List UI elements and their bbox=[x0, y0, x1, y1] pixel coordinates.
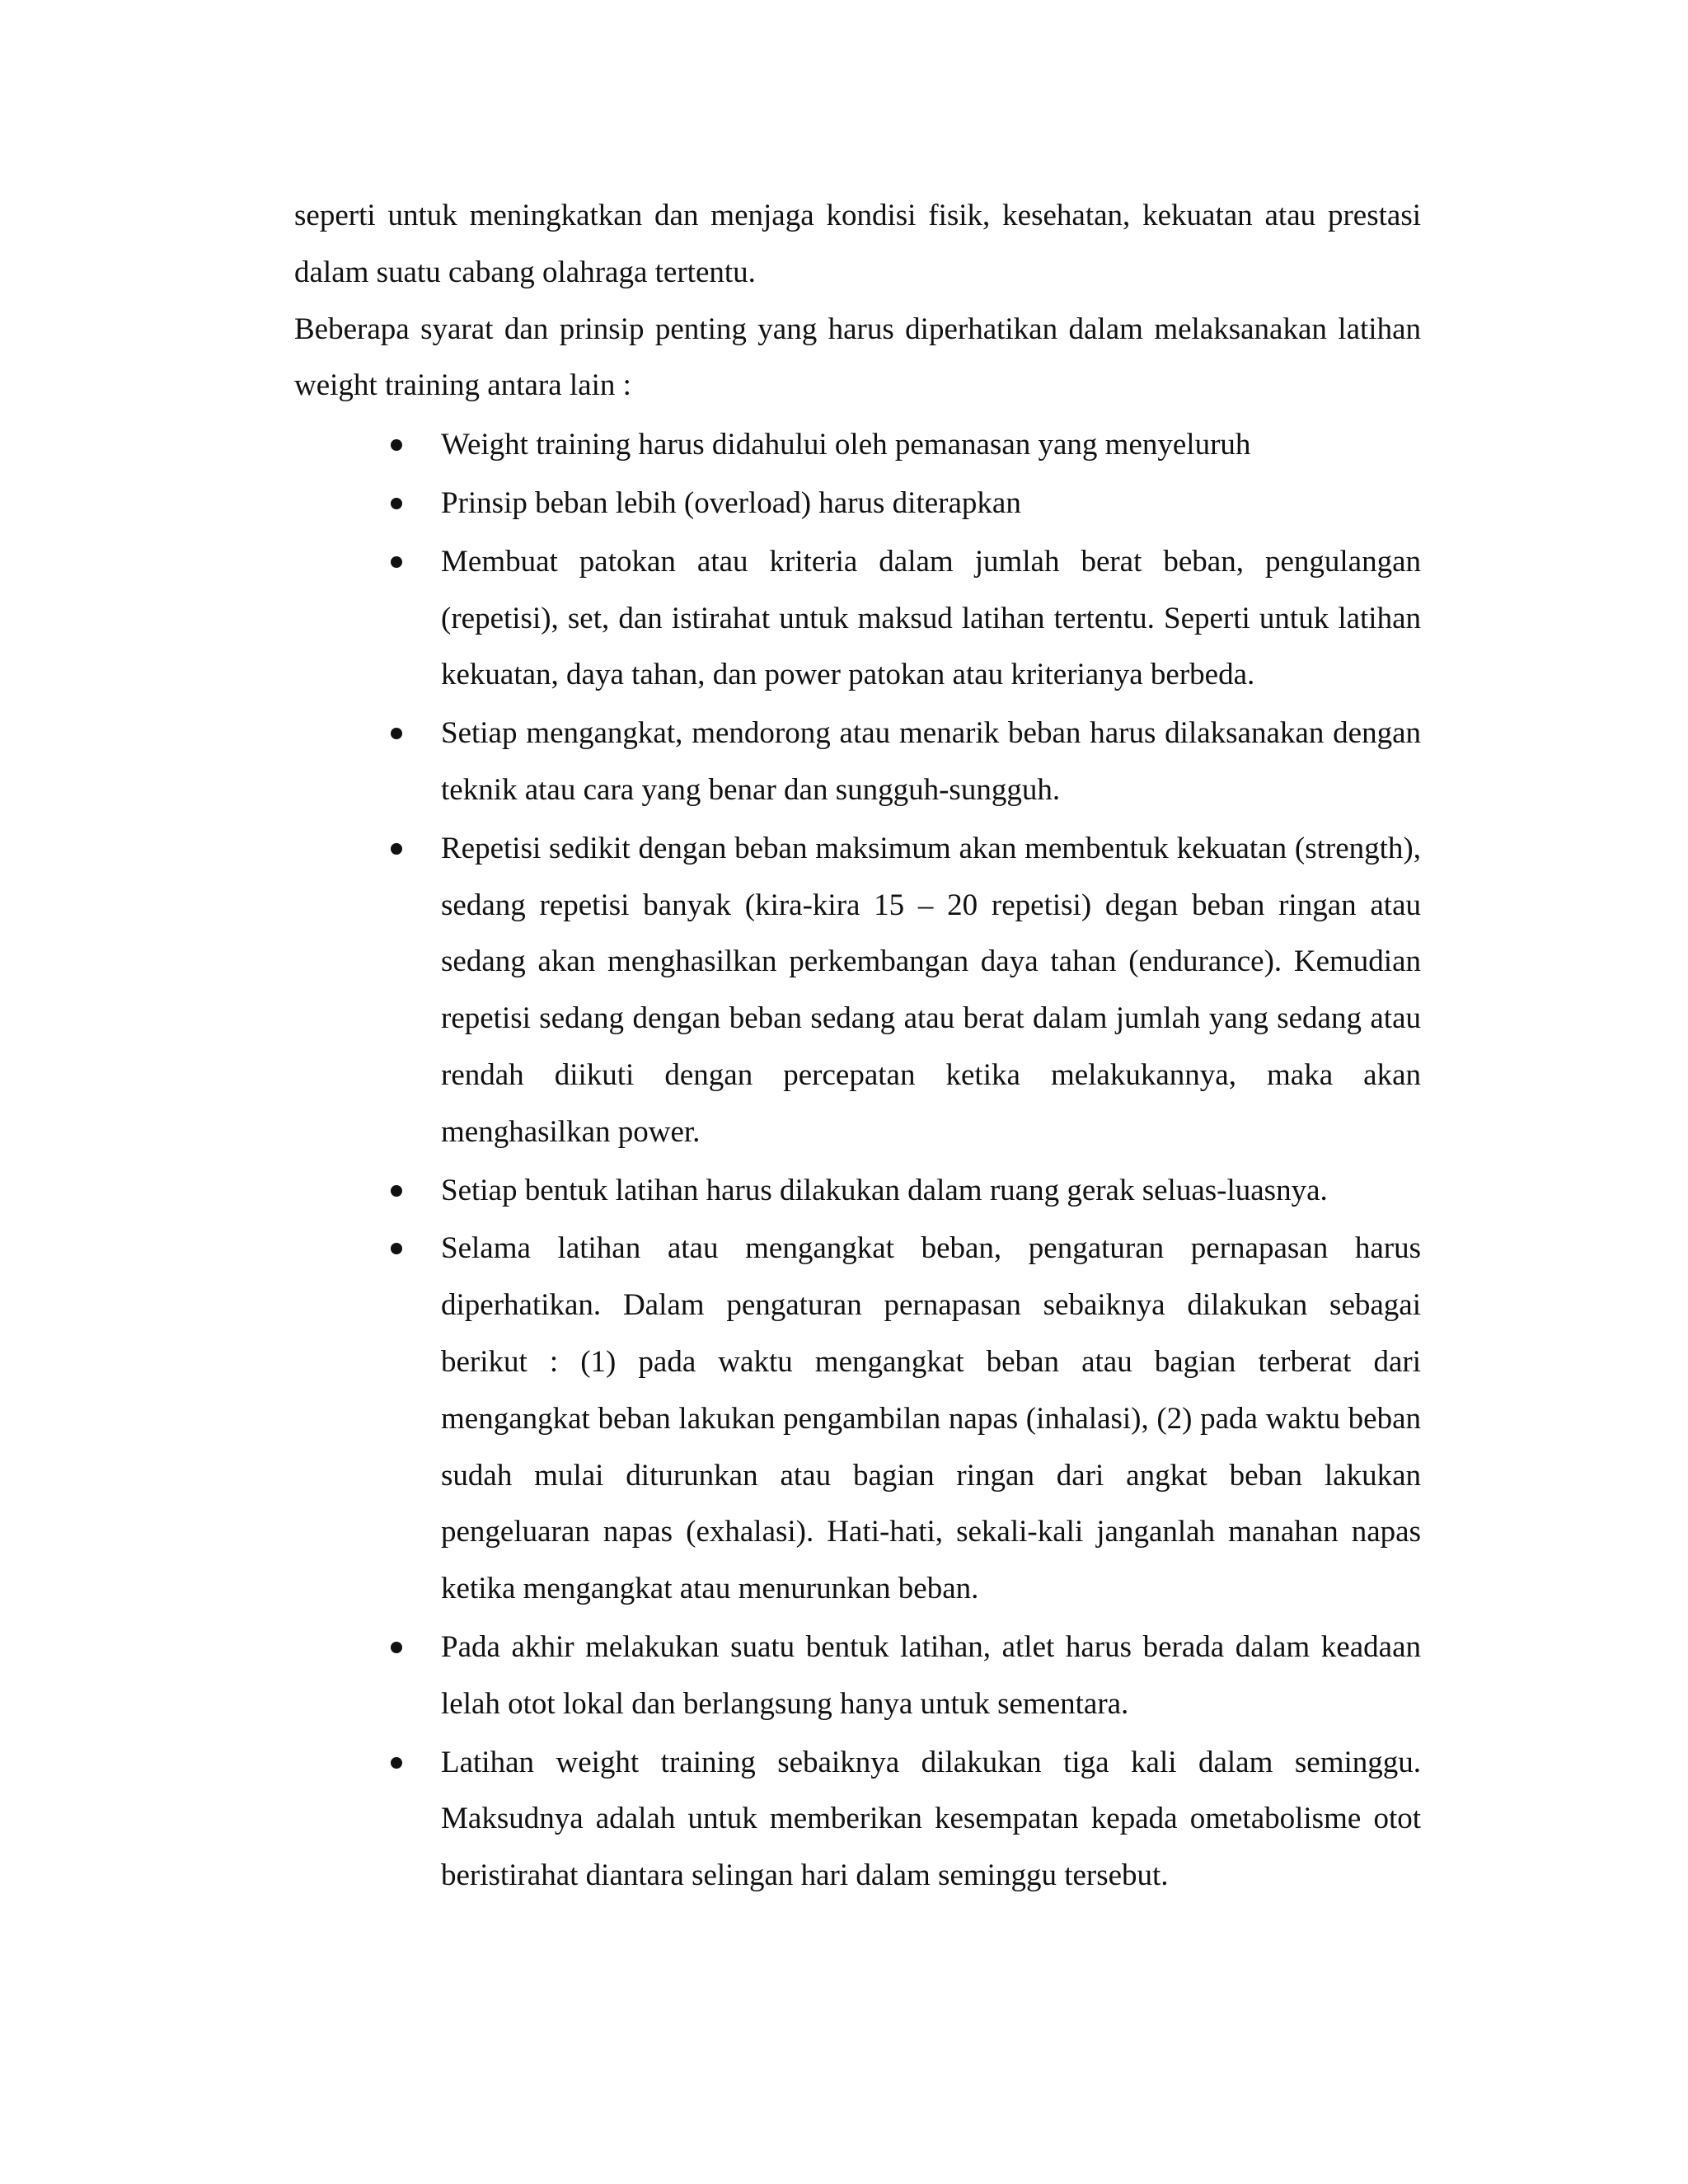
bullet-icon bbox=[391, 439, 402, 451]
bullet-icon bbox=[391, 1642, 402, 1653]
list-item-text: Prinsip beban lebih (overload) harus diterapkan bbox=[441, 485, 1021, 520]
list-item-text: Membuat patokan atau kriteria dalam jumlah berat beban, pengulangan (repetisi), set, dan istirahat untuk maksud latihan tertentu. Seperti untuk latihan kekuatan, daya tahan, dan power patokan atau kriterianya berbeda. bbox=[441, 544, 1421, 692]
list-item bbox=[294, 1221, 1421, 1618]
bullet-icon bbox=[391, 1243, 402, 1254]
list-item bbox=[294, 1163, 1421, 1220]
list-item-text: Pada akhir melakukan suatu bentuk latihan, atlet harus berada dalam keadaan lelah otot lokal dan berlangsung hanya untuk sementara. bbox=[441, 1629, 1421, 1721]
document-body bbox=[294, 188, 1421, 1906]
list-item-text: Weight training harus didahului oleh pemanasan yang menyeluruh bbox=[441, 428, 1251, 462]
list-item bbox=[294, 1619, 1421, 1733]
list-item bbox=[294, 705, 1421, 819]
list-item bbox=[294, 821, 1421, 1161]
principles-list bbox=[294, 417, 1421, 1905]
bullet-icon bbox=[391, 1185, 402, 1197]
list-item bbox=[294, 534, 1421, 704]
bullet-icon bbox=[391, 556, 402, 568]
list-item-text: Latihan weight training sebaiknya dilakukan tiga kali dalam seminggu. Maksudnya adalah untuk memberikan kesempatan kepada ometabolisme otot beristirahat diantara selingan hari dalam seminggu tersebut. bbox=[441, 1745, 1421, 1893]
list-item bbox=[294, 1735, 1421, 1905]
list-item-text: Setiap bentuk latihan harus dilakukan dalam ruang gerak seluas-luasnya. bbox=[441, 1173, 1328, 1207]
bullet-icon bbox=[391, 498, 402, 509]
list-item-text: Setiap mengangkat, mendorong atau menarik beban harus dilaksanakan dengan teknik atau cara yang benar dan sungguh-sungguh. bbox=[441, 716, 1421, 807]
bullet-icon bbox=[391, 843, 402, 855]
bullet-icon bbox=[391, 728, 402, 739]
list-item bbox=[294, 417, 1421, 474]
list-item bbox=[294, 476, 1421, 532]
intro-paragraph: seperti untuk meningkatkan dan menjaga kondisi fisik, kesehatan, kekuatan atau prestasi dalam suatu cabang olahraga tertentu. bbox=[294, 199, 1421, 289]
bullet-icon bbox=[391, 1757, 402, 1769]
requirements-intro-paragraph: Beberapa syarat dan prinsip penting yang harus diperhatikan dalam melaksanakan latihan weight training antara lain : bbox=[294, 312, 1421, 403]
list-item-text: Selama latihan atau mengangkat beban, pengaturan pernapasan harus diperhatikan. Dalam pengaturan pernapasan sebaiknya dilakukan sebagai berikut : (1) pada waktu mengangkat beban atau bagian terberat dari mengangkat beban lakukan pengambilan napas (inhalasi), (2) pada waktu beban sudah mulai diturunkan atau bagian ringan dari angkat beban lakukan pengeluaran napas (exhalasi). Hati-hati, sekali-kali janganlah manahan napas ketika mengangkat atau menurunkan beban. bbox=[441, 1231, 1421, 1606]
list-item-text: Repetisi sedikit dengan beban maksimum akan membentuk kekuatan (strength), sedang repetisi banyak (kira-kira 15 – 20 repetisi) degan beban ringan atau sedang akan menghasilkan perkembangan daya tahan (endurance). Kemudian repetisi sedang dengan beban sedang atau berat dalam jumlah yang sedang atau rendah diikuti dengan percepatan ketika melakukannya, maka akan menghasilkan power. bbox=[441, 831, 1421, 1149]
